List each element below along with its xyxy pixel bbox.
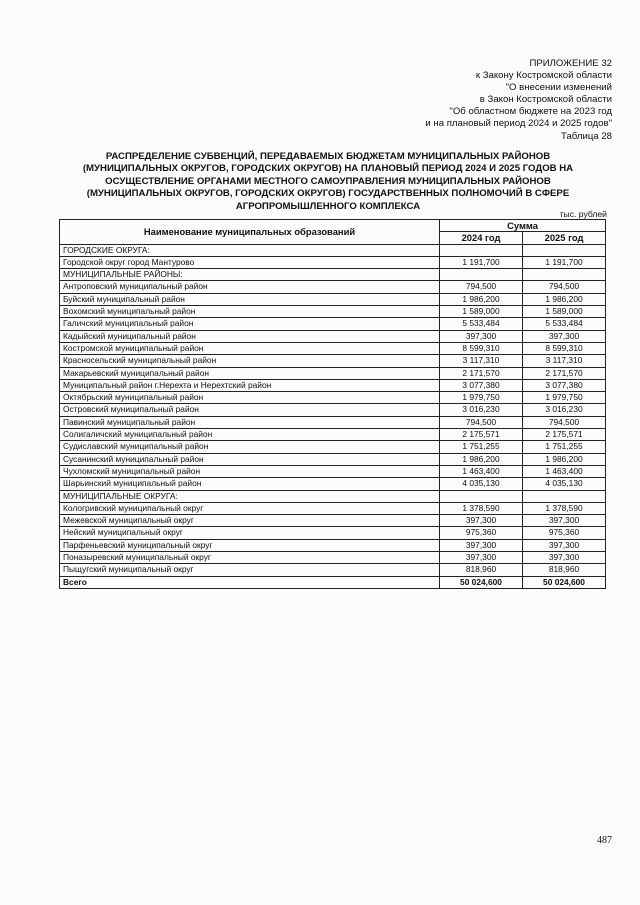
amount-2024: 397,300 bbox=[440, 515, 523, 527]
table-row bbox=[60, 404, 606, 416]
amount-2024: 397,300 bbox=[440, 330, 523, 342]
amount-2024: 1 986,200 bbox=[440, 453, 523, 465]
empty-cell bbox=[523, 244, 606, 256]
amount-2024: 8 599,310 bbox=[440, 342, 523, 354]
header-line: и на плановый период 2024 и 2025 годов" bbox=[425, 118, 612, 130]
column-header-2025: 2025 год bbox=[523, 232, 606, 244]
table-row bbox=[60, 515, 606, 527]
table-row bbox=[60, 416, 606, 428]
header-line: "О внесении изменений bbox=[505, 82, 612, 94]
amount-2025: 50 024,600 bbox=[523, 576, 606, 588]
amount-2025: 397,300 bbox=[523, 515, 606, 527]
table-row bbox=[60, 379, 606, 391]
page-number: 487 bbox=[597, 835, 612, 846]
column-header-name: Наименование муниципальных образований bbox=[60, 220, 440, 245]
amount-2024: 50 024,600 bbox=[440, 576, 523, 588]
amount-2025: 1 378,590 bbox=[523, 502, 606, 514]
column-header-2024: 2024 год bbox=[440, 232, 523, 244]
amount-2025: 794,500 bbox=[523, 416, 606, 428]
table-row bbox=[60, 478, 606, 490]
municipality-name: Парфеньевский муниципальный округ bbox=[60, 539, 440, 551]
header-line: Таблица 28 bbox=[561, 130, 612, 142]
municipality-name: Октябрьский муниципальный район bbox=[60, 392, 440, 404]
amount-2024: 1 378,590 bbox=[440, 502, 523, 514]
amount-2025: 397,300 bbox=[523, 330, 606, 342]
amount-2025: 4 035,130 bbox=[523, 478, 606, 490]
empty-cell bbox=[440, 269, 523, 281]
amount-2024: 2 171,570 bbox=[440, 367, 523, 379]
amount-2025: 975,360 bbox=[523, 527, 606, 539]
municipality-name: Галичский муниципальный район bbox=[60, 318, 440, 330]
empty-cell bbox=[523, 269, 606, 281]
municipality-name: Межевской муниципальный округ bbox=[60, 515, 440, 527]
table-row bbox=[60, 256, 606, 268]
section-label: МУНИЦИПАЛЬНЫЕ ОКРУГА: bbox=[60, 490, 440, 502]
amount-2025: 1 589,000 bbox=[523, 306, 606, 318]
amount-2025: 8 599,310 bbox=[523, 342, 606, 354]
municipality-name: Красносельский муниципальный район bbox=[60, 355, 440, 367]
amount-2025: 794,500 bbox=[523, 281, 606, 293]
table-row bbox=[60, 318, 606, 330]
total-row bbox=[60, 576, 606, 588]
title-line: (МУНИЦИПАЛЬНЫХ ОКРУГОВ, ГОРОДСКИХ ОКРУГОВ) НА ПЛАНОВЫЙ ПЕРИОД 2024 И 2025 ГОДОВ НА bbox=[82, 163, 574, 175]
municipality-name: Поназыревский муниципальный округ bbox=[60, 552, 440, 564]
amount-2024: 3 016,230 bbox=[440, 404, 523, 416]
title-line: ОСУЩЕСТВЛЕНИЕ ОРГАНАМИ МЕСТНОГО САМОУПРАВЛЕНИЯ МУНИЦИПАЛЬНЫХ РАЙОНОВ bbox=[105, 175, 551, 187]
header-line: ПРИЛОЖЕНИЕ 32 bbox=[529, 58, 612, 69]
amount-2025: 1 463,400 bbox=[523, 465, 606, 477]
amount-2024: 1 589,000 bbox=[440, 306, 523, 318]
table-row bbox=[60, 441, 606, 453]
column-header-sum: Сумма bbox=[440, 220, 606, 232]
municipality-name: Шарьинский муниципальный район bbox=[60, 478, 440, 490]
table-row bbox=[60, 564, 606, 576]
section-row bbox=[60, 490, 606, 502]
table-row bbox=[60, 342, 606, 354]
table-header-row bbox=[60, 220, 606, 232]
amount-2024: 794,500 bbox=[440, 281, 523, 293]
amount-2024: 2 175,571 bbox=[440, 429, 523, 441]
amount-2024: 4 035,130 bbox=[440, 478, 523, 490]
document-title bbox=[60, 151, 596, 213]
section-row bbox=[60, 244, 606, 256]
table-row bbox=[60, 453, 606, 465]
title-line: АГРОПРОМЫШЛЕННОГО КОМПЛЕКСА bbox=[235, 200, 421, 212]
header-line: "Об областном бюджете на 2023 год bbox=[449, 106, 612, 118]
amount-2024: 3 077,380 bbox=[440, 379, 523, 391]
table-row bbox=[60, 367, 606, 379]
municipality-name: Костромской муниципальный район bbox=[60, 342, 440, 354]
amount-2025: 1 986,200 bbox=[523, 293, 606, 305]
amount-2024: 1 751,255 bbox=[440, 441, 523, 453]
amount-2025: 3 016,230 bbox=[523, 404, 606, 416]
amount-2024: 397,300 bbox=[440, 539, 523, 551]
table-row bbox=[60, 392, 606, 404]
header-line: в Закон Костромской области bbox=[479, 94, 612, 106]
municipality-name: Буйский муниципальный район bbox=[60, 293, 440, 305]
amount-2024: 5 533,484 bbox=[440, 318, 523, 330]
amount-2024: 975,360 bbox=[440, 527, 523, 539]
municipality-name: Макарьевский муниципальный район bbox=[60, 367, 440, 379]
amount-2024: 1 986,200 bbox=[440, 293, 523, 305]
amount-2024: 794,500 bbox=[440, 416, 523, 428]
municipality-name: Городской округ город Мантурово bbox=[60, 256, 440, 268]
section-row bbox=[60, 269, 606, 281]
empty-cell bbox=[523, 490, 606, 502]
municipality-name: Всего bbox=[60, 576, 440, 588]
amount-2025: 1 986,200 bbox=[523, 453, 606, 465]
amount-2025: 1 979,750 bbox=[523, 392, 606, 404]
table-row bbox=[60, 552, 606, 564]
table-row bbox=[60, 281, 606, 293]
amount-2025: 2 171,570 bbox=[523, 367, 606, 379]
subsidy-table bbox=[59, 219, 606, 589]
municipality-name: Островский муниципальный район bbox=[60, 404, 440, 416]
appendix-header bbox=[292, 58, 612, 143]
title-line: РАСПРЕДЕЛЕНИЕ СУБВЕНЦИЙ, ПЕРЕДАВАЕМЫХ БЮДЖЕТАМ МУНИЦИПАЛЬНЫХ РАЙОНОВ bbox=[105, 151, 551, 162]
municipality-name: Муниципальный район г.Нерехта и Нерехтский район bbox=[60, 379, 440, 391]
empty-cell bbox=[440, 244, 523, 256]
table-row bbox=[60, 539, 606, 551]
table-row bbox=[60, 330, 606, 342]
municipality-name: Сусанинский муниципальный район bbox=[60, 453, 440, 465]
municipality-name: Солигаличский муниципальный район bbox=[60, 429, 440, 441]
municipality-name: Чухломский муниципальный район bbox=[60, 465, 440, 477]
amount-2025: 1 191,700 bbox=[523, 256, 606, 268]
amount-2025: 5 533,484 bbox=[523, 318, 606, 330]
table-row bbox=[60, 502, 606, 514]
header-line: к Закону Костромской области bbox=[475, 70, 612, 82]
amount-2024: 1 463,400 bbox=[440, 465, 523, 477]
municipality-name: Нейский муниципальный округ bbox=[60, 527, 440, 539]
municipality-name: Антроповский муниципальный район bbox=[60, 281, 440, 293]
empty-cell bbox=[440, 490, 523, 502]
municipality-name: Кологривский муниципальный округ bbox=[60, 502, 440, 514]
municipality-name: Павинский муниципальный район bbox=[60, 416, 440, 428]
table-row bbox=[60, 429, 606, 441]
table-row bbox=[60, 293, 606, 305]
amount-2025: 818,960 bbox=[523, 564, 606, 576]
section-label: ГОРОДСКИЕ ОКРУГА: bbox=[60, 244, 440, 256]
title-line: (МУНИЦИПАЛЬНЫХ ОКРУГОВ, ГОРОДСКИХ ОКРУГОВ) ГОСУДАРСТВЕННЫХ ПОЛНОМОЧИЙ В СФЕРЕ bbox=[86, 188, 570, 200]
amount-2025: 2 175,571 bbox=[523, 429, 606, 441]
amount-2024: 818,960 bbox=[440, 564, 523, 576]
municipality-name: Вохомский муниципальный район bbox=[60, 306, 440, 318]
table-row bbox=[60, 465, 606, 477]
amount-2024: 3 117,310 bbox=[440, 355, 523, 367]
municipality-name: Судиславский муниципальный район bbox=[60, 441, 440, 453]
amount-2025: 3 117,310 bbox=[523, 355, 606, 367]
amount-2025: 397,300 bbox=[523, 552, 606, 564]
table-row bbox=[60, 527, 606, 539]
municipality-name: Пыщугский муниципальный округ bbox=[60, 564, 440, 576]
table-row bbox=[60, 306, 606, 318]
amount-2025: 3 077,380 bbox=[523, 379, 606, 391]
section-label: МУНИЦИПАЛЬНЫЕ РАЙОНЫ: bbox=[60, 269, 440, 281]
amount-2025: 397,300 bbox=[523, 539, 606, 551]
amount-2024: 1 191,700 bbox=[440, 256, 523, 268]
municipality-name: Кадыйский муниципальный район bbox=[60, 330, 440, 342]
amount-2024: 397,300 bbox=[440, 552, 523, 564]
table-row bbox=[60, 355, 606, 367]
amount-2024: 1 979,750 bbox=[440, 392, 523, 404]
units-label: тыс. рублей bbox=[559, 209, 607, 219]
amount-2025: 1 751,255 bbox=[523, 441, 606, 453]
